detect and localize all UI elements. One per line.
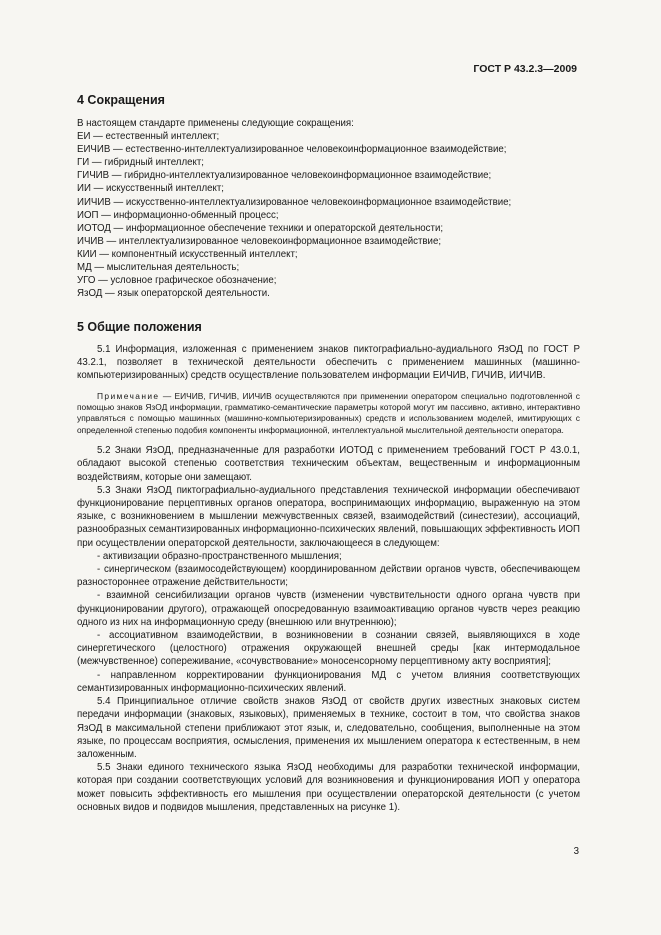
abbreviation-item: ЕИ — естественный интеллект; — [77, 131, 220, 143]
abbreviation-item: ИОТОД — информационное обеспечение техники и операторской деятельности; — [77, 222, 444, 234]
abbreviation-item: МД — мыслительная деятельность; — [77, 262, 240, 274]
abbreviation-item: КИИ — компонентный искусственный интеллект; — [77, 248, 298, 260]
note-text: — ЕИЧИВ, ГИЧИВ, ИИЧИВ осуществляются при применении оператором специально подготовленной с помощью знаков ЯзОД информации, грамматико-семантические параметры которой могут им пассивно, активно, интерактивно управляться с помощью машинных (машинно-компьютеризированных) средств и использованием моделей, имитирующих с определенной степенью подобия компоненты информационной, интеллектуальной мыслительной деятельности оператора. — [77, 390, 580, 435]
abbreviation-item: ИОП — информационно-обменный процесс; — [77, 209, 279, 221]
abbreviation-item: УГО — условное графическое обозначение; — [77, 275, 277, 287]
note-label: Примечание — [97, 390, 160, 401]
paragraph-5-5: 5.5 Знаки единого технического языка ЯзОД необходимы для разработки технической информации, которая при создании соответствующих условий для возникновения и функционирования ИОП у оператора может повысить эффективность его мышления при осуществлении операторской деятельности (с учетом основных видов и подвидов мышления, представленных на рисунке 1). — [77, 762, 580, 813]
bullet-item: - взаимной сенсибилизации органов чувств (изменении чувствительности одного органа чувств при функционировании другого), отражающей опосредованную взаимоактивацию органов чувств через реакцию одного из них на информационную среду (внешнюю или внутреннюю); — [77, 590, 580, 628]
bullet-item: - активизации образно-пространственного мышления; — [97, 550, 342, 562]
abbreviations-intro: В настоящем стандарте применены следующие сокращения: — [77, 118, 354, 129]
abbreviation-item: ИИЧИВ — искусственно-интеллектуализированное человекоинформационное взаимодействие; — [77, 196, 512, 208]
bullet-item: - направленном корректировании функционирования МД с учетом влияния соответствующих семантизированных информационно-психических явлений. — [77, 669, 580, 694]
section-4-title: 4 Сокращения — [77, 93, 165, 107]
paragraph-5-3: 5.3 Знаки ЯзОД пиктографиально-аудиального представления технической информации обеспечивают функционирование перцептивных органов оператора, воспринимающих информацию, выраженную на этом языке, с возникновением в мышлении межчувственных связей, взаимодействий (синестезии), ассоциаций, разнообразных семантизированных информационно-психических явлений, повышающих эффективность ИОП при осуществлении операторской деятельности, заключающееся в следующем: — [77, 484, 580, 549]
document-header: ГОСТ Р 43.2.3—2009 — [473, 63, 577, 75]
abbreviation-item: ГИЧИВ — гибридно-интеллектуализированное человекоинформационное взаимодействие; — [77, 170, 492, 182]
note-paragraph — [77, 391, 580, 437]
section-5-body — [77, 343, 580, 814]
bullet-item: - синергическом (взаимосодействующем) координированном действии органов чувств, обеспечивающем разностороннее отражение действительности; — [77, 564, 580, 589]
abbreviation-item: ГИ — гибридный интеллект; — [77, 157, 204, 169]
abbreviation-item: ИИ — искусственный интеллект; — [77, 183, 224, 195]
page-number: 3 — [573, 846, 579, 857]
paragraph-5-1: 5.1 Информация, изложенная с применением знаков пиктографиально-аудиального ЯзОД по ГОСТ Р 43.2.1, позволяет в технической деятельности обеспечить с применением машинных (машинно-компьютеризированных) средств осуществление пользователем информации ЕИЧИВ, ГИЧИВ, ИИЧИВ. — [77, 344, 580, 382]
paragraph-5-4: 5.4 Принципиальное отличие свойств знаков ЯзОД от свойств других известных знаковых систем передачи информации (знаковых, языковых), применяемых в технике, состоит в том, что свойства знаков ЯзОД в максимальной степени приближают этот язык, и, следовательно, сообщения, выполненные на этом языке, по процессам восприятия, осмысления, применения их мышлением оператора к естественным, в нем заложенным. — [77, 696, 580, 760]
bullet-item: - ассоциативном взаимодействии, в возникновении в сознании связей, выявляющихся в ходе синергетического (целостного) отражения окружающей внешней среды [как интермодальное (межчувственное) сопереживание, «сочувствование» моносенсорному перцептивному акту восприятия]; — [77, 630, 580, 668]
paragraph-5-2: 5.2 Знаки ЯзОД, предназначенные для разработки ИОТОД с применением требований ГОСТ Р 43.0.1, обладают высокой степенью соответствия техническим объектам, вещественным и информационным воздействиям, которые они замещают. — [77, 445, 580, 483]
abbreviation-item: ЯзОД — язык операторской деятельности. — [77, 288, 270, 300]
abbreviation-item: ЕИЧИВ — естественно-интеллектуализированное человекоинформационное взаимодействие; — [77, 144, 507, 156]
section-5-title: 5 Общие положения — [77, 320, 202, 334]
abbreviation-item: ИЧИВ — интеллектуализированное человекоинформационное взаимодействие; — [77, 235, 442, 247]
abbreviations-list — [77, 117, 577, 300]
